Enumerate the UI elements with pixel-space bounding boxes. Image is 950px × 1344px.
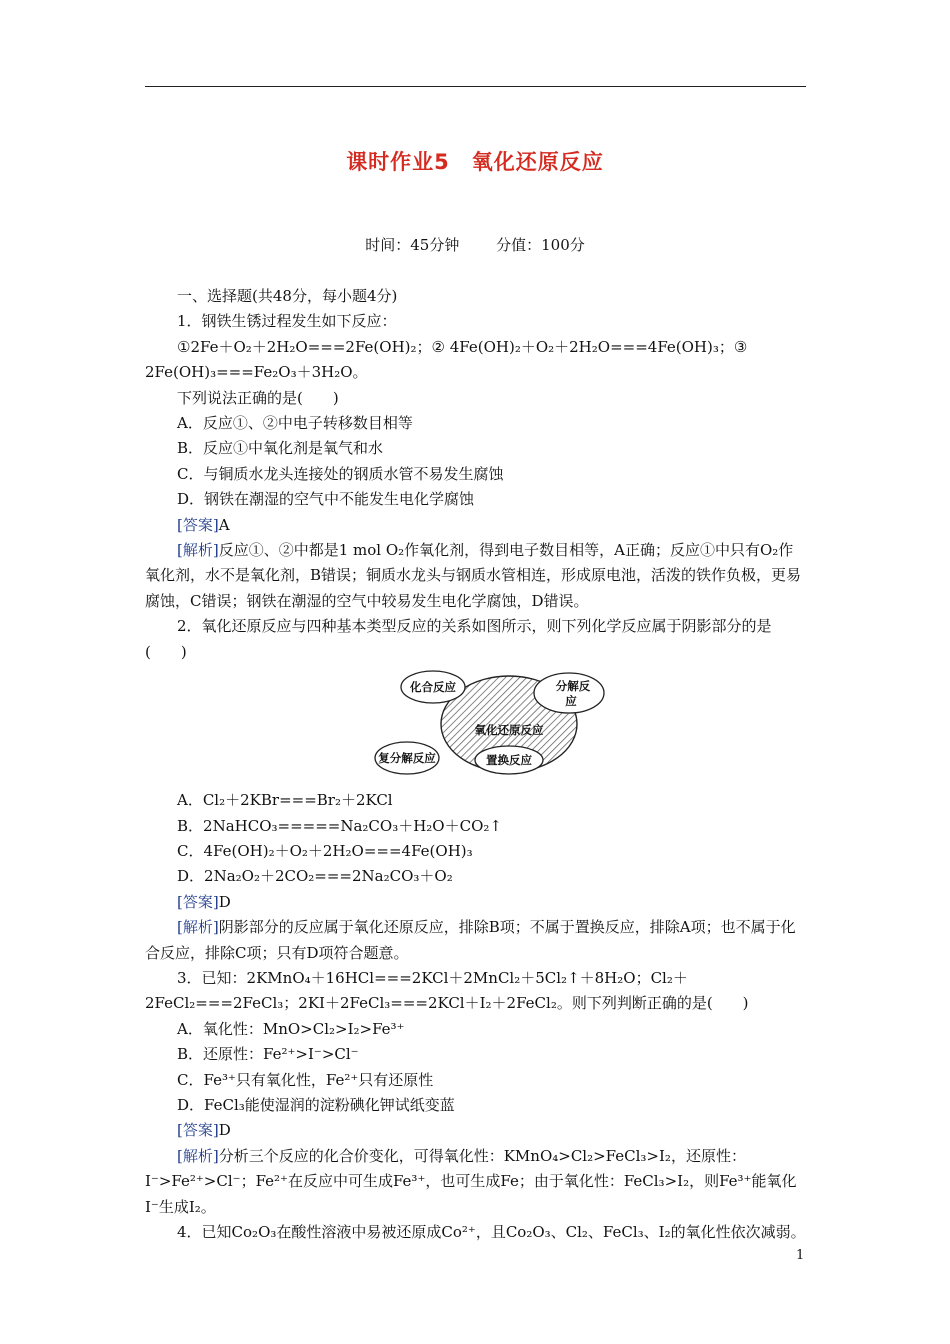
- q1-option-d: D．钢铁在潮湿的空气中不能发生电化学腐蚀: [177, 490, 475, 509]
- q1-answer: [145, 513, 806, 538]
- q2-option-a: A．Cl₂＋2KBr===Br₂＋2KCl: [177, 791, 393, 810]
- answer-tag: [答案]: [177, 1121, 219, 1140]
- explain-tag: [解析]: [177, 1146, 219, 1165]
- q1-option-c: C．与铜质水龙头连接处的钢质水管不易发生腐蚀: [177, 464, 504, 483]
- page-title: 课时作业5 氧化还原反应: [346, 150, 604, 174]
- q3-answer: [145, 1118, 806, 1143]
- q2-explanation: [145, 915, 806, 966]
- explain-text: 阴影部分的反应属于氧化还原反应，排除B项；不属于置换反应，排除A项；也不属于化合反应，排除C项；只有D项符合题意。: [145, 918, 796, 962]
- time-limit: 时间：45分钟: [365, 236, 460, 254]
- q2-option-c: C．4Fe(OH)₂＋O₂＋2H₂O===4Fe(OH)₃: [177, 841, 473, 860]
- q1-ask: 下列说法正确的是( ): [177, 388, 339, 407]
- label-combination: 化合反应: [410, 680, 456, 695]
- q3-option-d: D．FeCl₃能使湿润的淀粉碘化钾试纸变蓝: [177, 1095, 455, 1114]
- exam-meta: [0, 234, 950, 255]
- label-redox: 氧化还原反应: [474, 723, 544, 738]
- q1-reactions: ①2Fe＋O₂＋2H₂O===2Fe(OH)₂；② 4Fe(OH)₂＋O₂＋2H₂O===4Fe(OH)₃；③ 2Fe(OH)₃===Fe₂O₃＋3H₂O。: [145, 337, 748, 382]
- label-decomposition-line2: 应: [565, 694, 577, 709]
- reaction-diagram: [145, 668, 806, 786]
- label-decomposition-line1: 分解反: [555, 679, 591, 694]
- q3-explanation: [145, 1144, 806, 1220]
- explain-text: 分析三个反应的化合价变化，可得氧化性：KMnO₄>Cl₂>FeCl₃>I₂，还原性：I⁻>Fe²⁺>Cl⁻；Fe²⁺在反应中可生成Fe³⁺，也可生成Fe；由于氧化性：FeCl₃>I₂，则Fe³⁺能氧化I⁻生成I₂。: [145, 1146, 797, 1216]
- venn-diagram: [373, 668, 613, 786]
- q2-option-b: B．2NaHCO₃=====Na₂CO₃＋H₂O＋CO₂↑: [177, 816, 502, 835]
- q3-option-c: C．Fe³⁺只有氧化性，Fe²⁺只有还原性: [177, 1070, 434, 1089]
- page-number: 1: [796, 1248, 805, 1263]
- explain-text: 反应①、②中都是1 mol O₂作氧化剂，得到电子数目相等，A正确；反应①中只有O₂作氧化剂，水不是氧化剂，B错误；铜质水龙头与钢质水管相连，形成原电池，活泼的铁作负极，更易腐蚀，C错误；钢铁在潮湿的空气中较易发生电化学腐蚀，D错误。: [145, 541, 802, 610]
- document-body: [145, 284, 806, 1245]
- answer-value: D: [218, 892, 231, 911]
- q3-option-b: B．还原性：Fe²⁺>I⁻>Cl⁻: [177, 1045, 359, 1064]
- answer-value: A: [218, 515, 230, 534]
- explain-tag: [解析]: [177, 918, 219, 937]
- answer-value: D: [218, 1121, 231, 1140]
- q1-option-a: A．反应①、②中电子转移数目相等: [177, 414, 413, 433]
- answer-tag: [答案]: [177, 515, 219, 534]
- section-heading: 一、选择题(共48分，每小题4分): [177, 287, 398, 305]
- q1-explanation: [145, 538, 806, 614]
- header-rule: [145, 86, 806, 87]
- q3-option-a: A．氧化性：MnO>Cl₂>I₂>Fe³⁺: [177, 1019, 405, 1038]
- q1-option-b: B．反应①中氧化剂是氧气和水: [177, 439, 384, 458]
- q3-stem: 3．已知：2KMnO₄＋16HCl===2KCl＋2MnCl₂＋5Cl₂↑＋8H₂O；Cl₂＋2FeCl₂===2FeCl₃；2KI＋2FeCl₃===2KCl＋I₂＋2FeCl₂。则下列判断正确的是( ): [145, 968, 749, 1013]
- q2-answer: [145, 890, 806, 915]
- q4-stem: 4．已知Co₂O₃在酸性溶液中易被还原成Co²⁺，且Co₂O₃、Cl₂、FeCl₃、I₂的氧化性依次减弱。: [177, 1223, 806, 1241]
- answer-tag: [答案]: [177, 892, 219, 911]
- total-score: 分值：100分: [496, 236, 585, 254]
- q1-stem: 1．钢铁生锈过程发生如下反应：: [177, 312, 397, 331]
- label-double-displacement: 复分解反应: [378, 751, 436, 766]
- label-replacement: 置换反应: [486, 753, 532, 768]
- q2-stem: 2．氧化还原反应与四种基本类型反应的关系如图所示，则下列化学反应属于阴影部分的是( ): [145, 617, 772, 661]
- explain-tag: [解析]: [177, 541, 219, 560]
- q2-option-d: D．2Na₂O₂＋2CO₂===2Na₂CO₃＋O₂: [177, 867, 453, 886]
